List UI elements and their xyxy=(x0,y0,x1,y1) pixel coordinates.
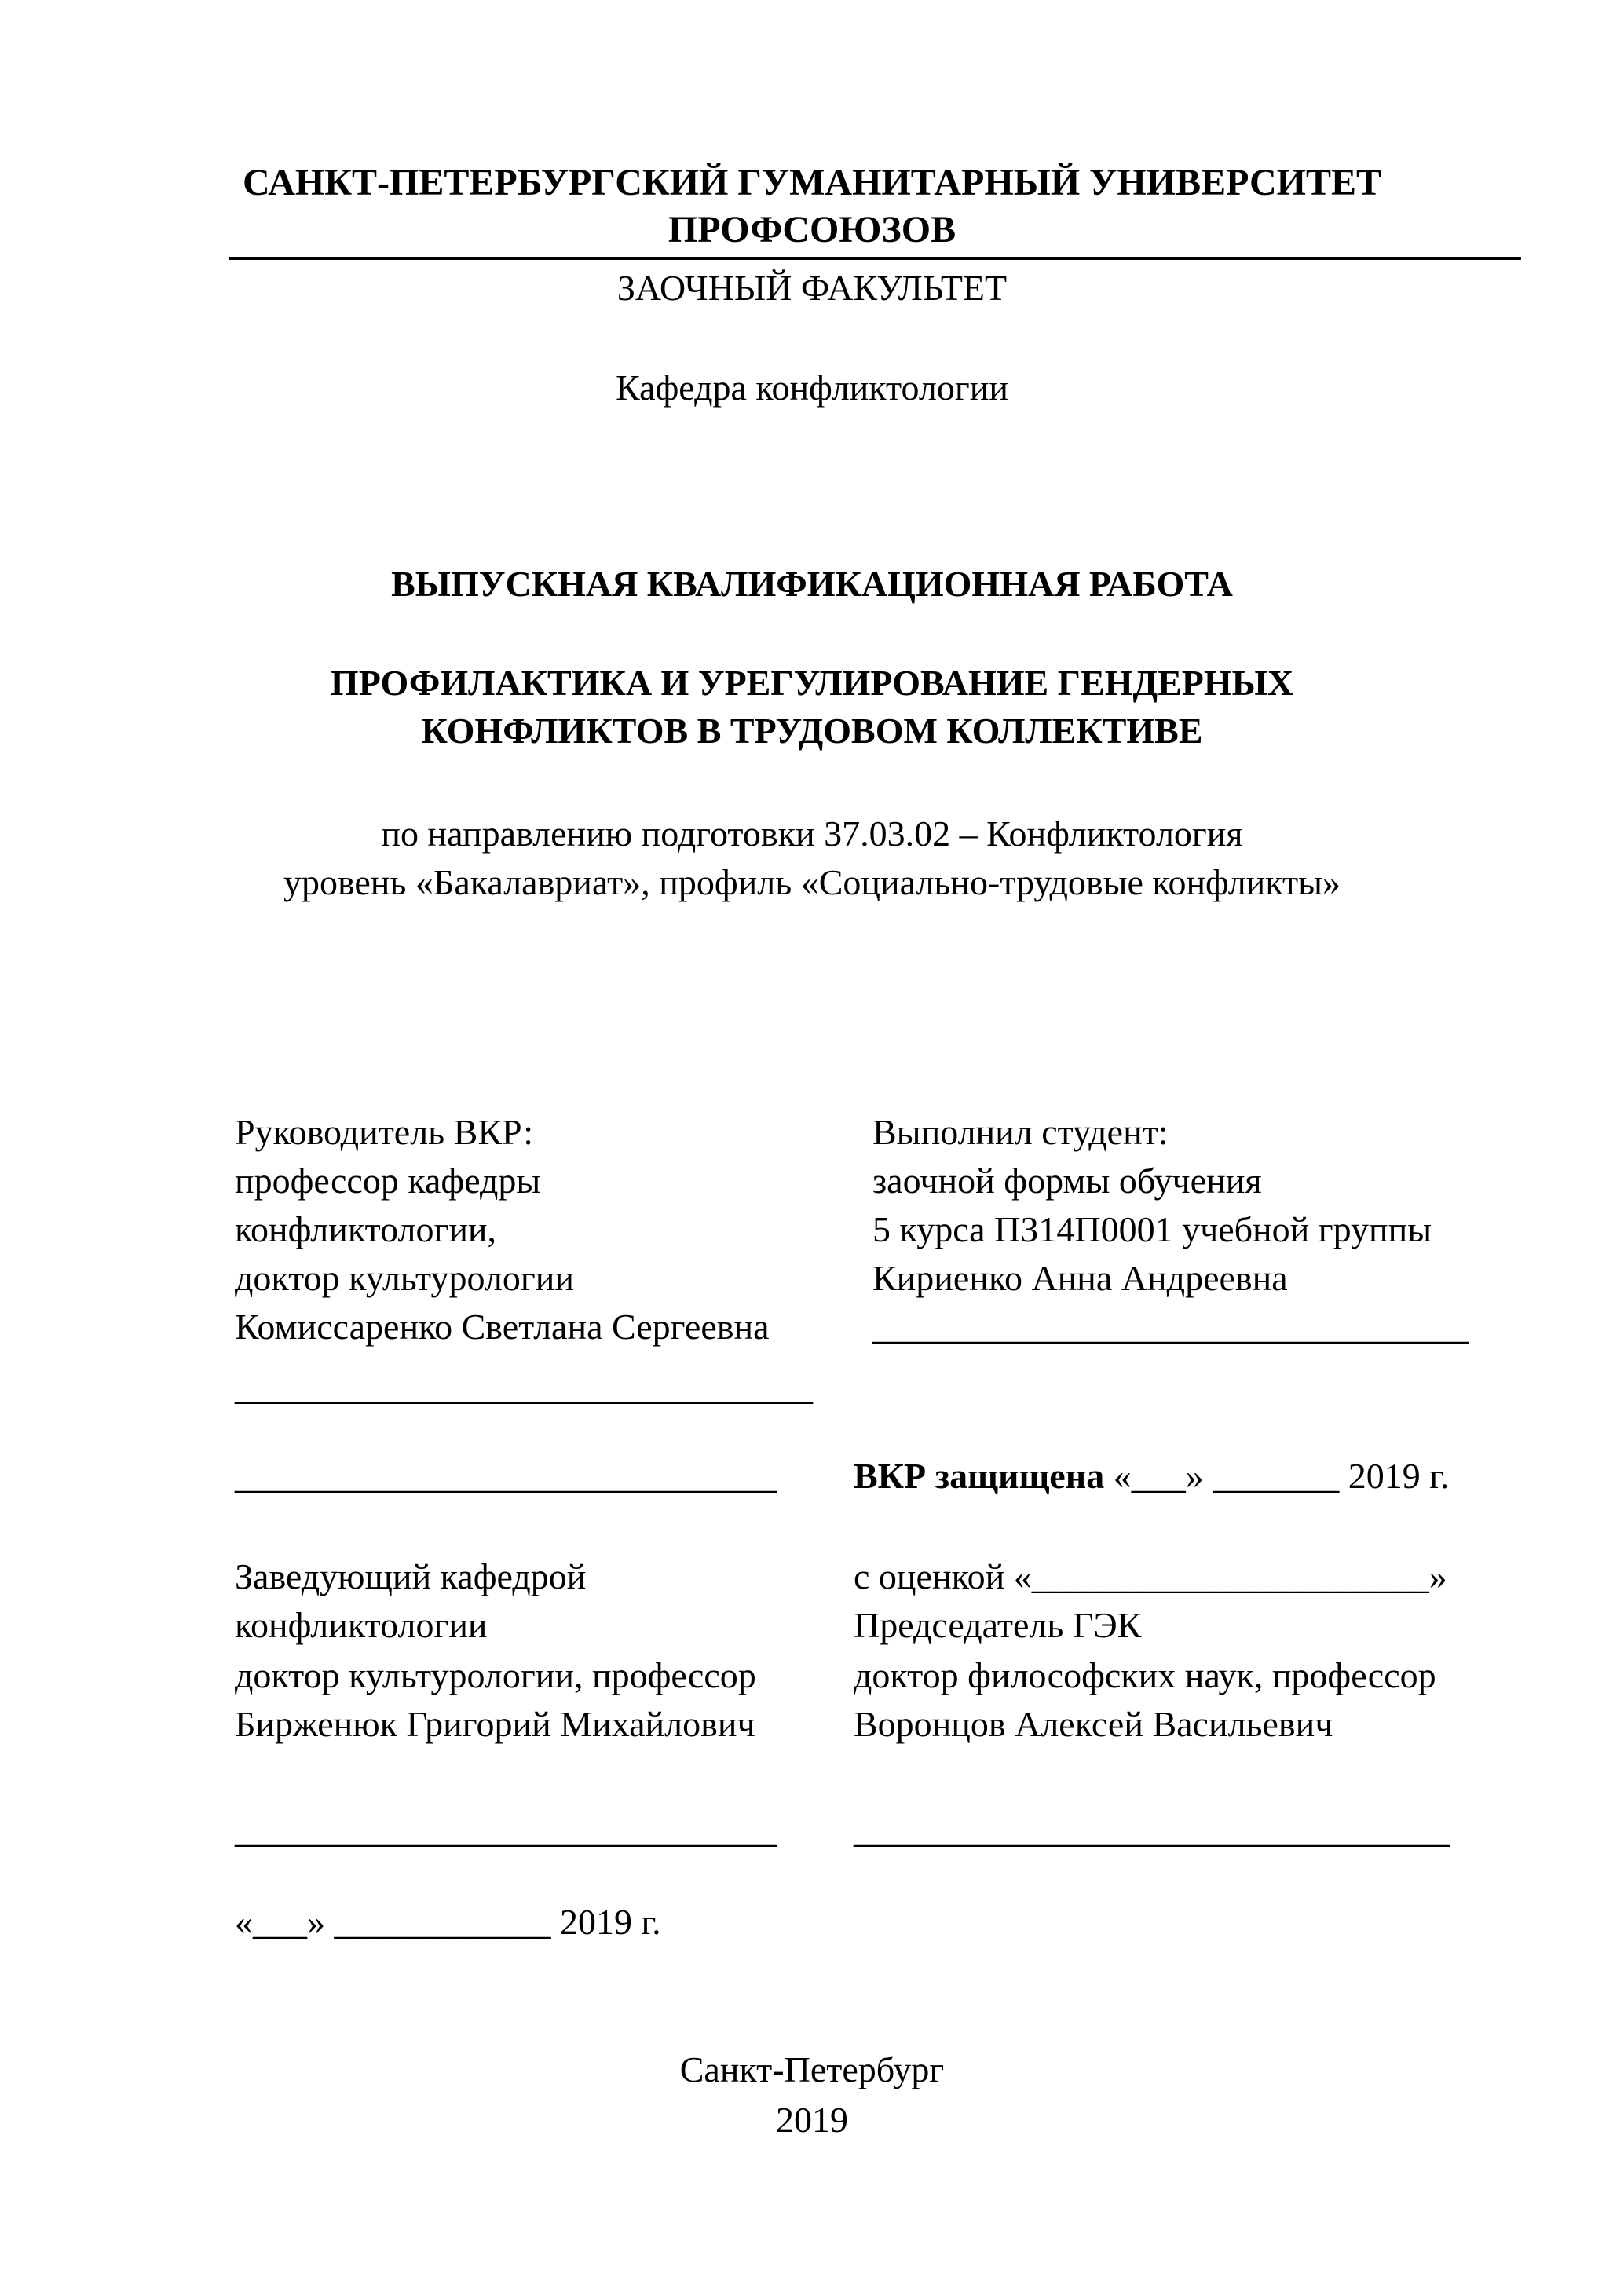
head-line: Заведующий кафедрой xyxy=(235,1556,587,1596)
head-signature-line: ______________________________ xyxy=(235,1810,777,1850)
topic-line-1: ПРОФИЛАКТИКА И УРЕГУЛИРОВАНИЕ ГЕНДЕРНЫХ xyxy=(330,663,1294,703)
chairman-line: Председатель ГЭК xyxy=(854,1605,1142,1645)
student-line: заочной формы обучения xyxy=(872,1161,1262,1201)
head-name: Бирженюк Григорий Михайлович xyxy=(235,1704,755,1744)
university-name-cont: ПРОФСОЮЗОВ xyxy=(668,209,956,250)
defense-label: ВКР защищена xyxy=(854,1456,1105,1496)
topic-line-2: КОНФЛИКТОВ В ТРУДОВОМ КОЛЛЕКТИВЕ xyxy=(421,711,1203,751)
defense-date: «___» _______ 2019 г. xyxy=(1104,1456,1450,1496)
grade-line: с оценкой «______________________» xyxy=(854,1556,1447,1596)
student-name: Кириенко Анна Андреевна xyxy=(872,1258,1288,1298)
work-type: ВЫПУСКНАЯ КВАЛИФИКАЦИОННАЯ РАБОТА xyxy=(391,564,1233,604)
direction: по направлению подготовки 37.03.02 – Конфликтология xyxy=(381,813,1243,854)
chairman-name: Воронцов Алексей Васильевич xyxy=(854,1704,1333,1744)
student-line: 5 курса ПЗ14П0001 учебной группы xyxy=(872,1209,1432,1249)
department: Кафедра конфликтологии xyxy=(616,367,1008,408)
head-date: «___» ____________ 2019 г. xyxy=(235,1902,661,1942)
university-name: САНКТ-ПЕТЕРБУРГСКИЙ ГУМАНИТАРНЫЙ УНИВЕРСИТЕТ xyxy=(242,162,1382,203)
faculty: ЗАОЧНЫЙ ФАКУЛЬТЕТ xyxy=(616,268,1008,308)
student-line: Выполнил студент: xyxy=(872,1112,1169,1152)
header-divider xyxy=(229,257,1521,260)
supervisor-line: профессор кафедры xyxy=(235,1161,541,1201)
head-line: конфликтологии xyxy=(235,1605,488,1645)
supervisor-line: доктор культурологии xyxy=(235,1258,574,1298)
chairman-line: доктор философских наук, профессор xyxy=(854,1655,1436,1695)
level-profile: уровень «Бакалавриат», профиль «Социально-трудовые конфликты» xyxy=(283,862,1341,902)
student-signature-line: _________________________________ xyxy=(872,1307,1469,1347)
supervisor-signature-line: ________________________________ xyxy=(235,1367,813,1407)
chairman-signature-line: _________________________________ xyxy=(854,1810,1450,1850)
supervisor-name: Комиссаренко Светлана Сергеевна xyxy=(235,1307,770,1347)
head-line: доктор культурологии, профессор xyxy=(235,1655,756,1695)
supervisor-line: конфликтологии, xyxy=(235,1209,497,1249)
defense-status xyxy=(854,1454,1449,1498)
supervisor-line: Руководитель ВКР: xyxy=(235,1112,534,1152)
city: Санкт-Петербург xyxy=(679,2049,945,2089)
head-approval-line: ______________________________ xyxy=(235,1456,777,1496)
year: 2019 xyxy=(776,2100,848,2140)
